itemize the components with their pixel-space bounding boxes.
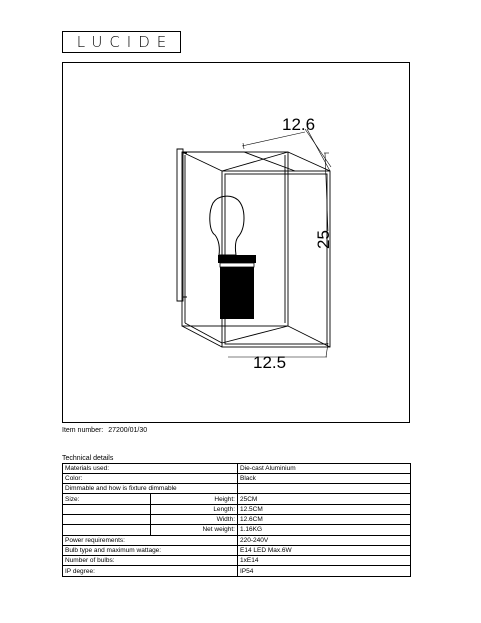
table-row: [63, 494, 411, 504]
spec-label: [63, 504, 151, 514]
table-row: [63, 545, 411, 555]
spec-value: E14 LED Max.6W: [238, 545, 411, 555]
spec-value: Black: [238, 473, 411, 483]
spec-value: 12.6CM: [238, 514, 411, 524]
spec-label: [63, 525, 151, 535]
spec-value: 1xE14: [238, 556, 411, 566]
spec-sub-label: Height:: [151, 494, 238, 504]
spec-label: Number of bulbs:: [63, 556, 238, 566]
product-drawing-frame: [62, 62, 410, 423]
table-row: [63, 473, 411, 483]
item-number-value: 27200/01/30: [108, 427, 148, 434]
table-row: [63, 514, 411, 524]
spec-value: 12.5CM: [238, 504, 411, 514]
brand-logo-text: LUCIDE: [76, 32, 174, 51]
table-row: [63, 535, 411, 545]
spec-sub-label: Net weight:: [151, 525, 238, 535]
table-row: [63, 556, 411, 566]
item-number-label: Item number:: [62, 427, 104, 434]
lantern-technical-drawing: [63, 63, 411, 424]
height-dimension-label: 25: [314, 230, 333, 249]
spec-value: 25CM: [238, 494, 411, 504]
technical-details-title: Technical details: [62, 455, 114, 462]
table-row: [63, 566, 411, 576]
width-dimension-label: 12.5: [253, 353, 287, 372]
spec-sub-label: Width:: [151, 514, 238, 524]
table-row: [63, 504, 411, 514]
spec-label: Power requirements:: [63, 535, 238, 545]
brand-logo: [62, 31, 181, 53]
technical-details-table: [62, 463, 411, 577]
spec-label: Dimmable and how is fixture dimmable: [63, 484, 238, 494]
spec-label: Bulb type and maximum wattage:: [63, 545, 238, 555]
spec-value: [238, 484, 411, 494]
table-row: [63, 463, 411, 473]
spec-value: 220-240V: [238, 535, 411, 545]
spec-label: Size:: [63, 494, 151, 504]
depth-dimension-label: 12.6: [282, 115, 316, 134]
spec-value: Die-cast Aluminium: [238, 463, 411, 473]
spec-label: [63, 514, 151, 524]
spec-value: IP54: [238, 566, 411, 576]
bulb-socket: [218, 255, 256, 319]
item-number-line: [62, 427, 150, 434]
table-row: [63, 525, 411, 535]
spec-label: Color:: [63, 473, 238, 483]
spec-value: 1.16KG: [238, 525, 411, 535]
spec-label: IP degree:: [63, 566, 238, 576]
spec-label: Materials used:: [63, 463, 238, 473]
spec-sub-label: Length:: [151, 504, 238, 514]
table-row: [63, 484, 411, 494]
